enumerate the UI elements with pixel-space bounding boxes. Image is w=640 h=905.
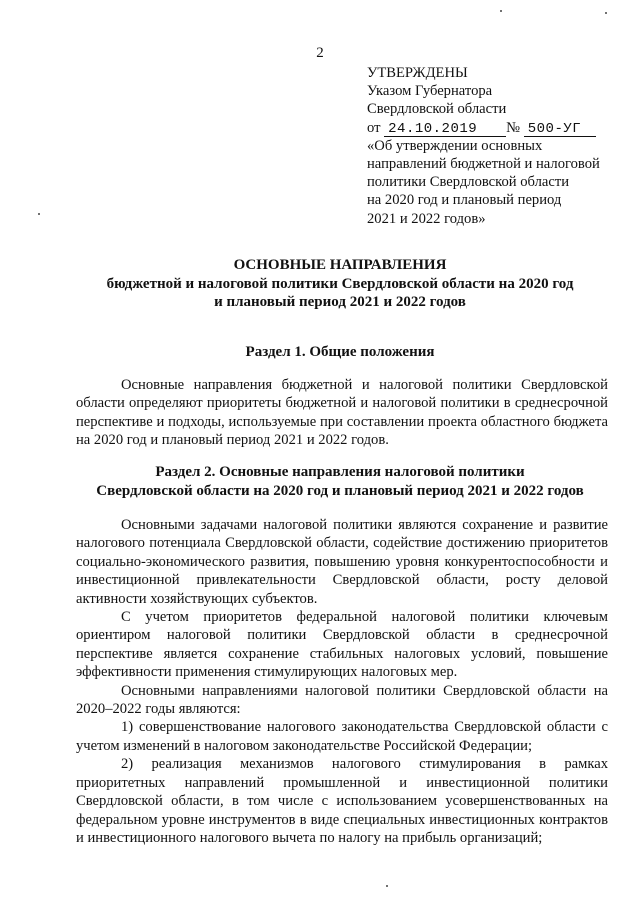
section-2-list-item: 2) реализация механизмов налогового стимулирования в рамках приоритетных направлений промышленной и инвестиционной политики Свердловской области, в том числе с использованием усовершенствованных на федеральном уровне инструментов в виде специальных инвестиционных контрактов и инвестиционного налогового вычета по налогу на прибыль организаций; xyxy=(76,756,608,846)
approval-date-line xyxy=(367,119,627,137)
section-2-body xyxy=(76,516,608,847)
scan-speck xyxy=(38,213,40,215)
approval-line-subject-1: «Об утверждении основных xyxy=(367,137,543,154)
approval-line-subject-3: политики Свердловской области xyxy=(367,174,570,191)
document-title xyxy=(40,256,640,312)
section-2-paragraph: С учетом приоритетов федеральной налоговой политики ключевым ориентиром налоговой политики Свердловской области в среднесрочной перспективе является сохранение стабильных налоговых условий, повышение эффективности применения стимулирующих налоговых мер. xyxy=(76,609,608,681)
scan-speck xyxy=(386,885,388,887)
approval-line-subject-2: направлений бюджетной и налоговой xyxy=(367,156,600,173)
section-2-list-item: 1) совершенствование налогового законодательства Свердловской области с учетом изменений в налоговом законодательстве Российской Федерации; xyxy=(76,719,608,754)
scan-speck xyxy=(605,12,607,14)
approval-line-subject-4: на 2020 год и плановый период xyxy=(367,192,562,209)
page-number: 2 xyxy=(316,45,324,61)
scan-speck xyxy=(500,10,502,12)
section-1-body xyxy=(76,376,608,450)
section-2-heading-line-2: Свердловской области на 2020 год и плановый период 2021 и 2022 годов xyxy=(96,482,584,499)
approval-line-subject-5: 2021 и 2022 годов» xyxy=(367,210,486,227)
approval-line-decree: Указом Губернатора xyxy=(367,83,493,100)
title-line-2: бюджетной и налоговой политики Свердловской области на 2020 год xyxy=(106,275,574,292)
decree-date: 24.10.2019 xyxy=(384,122,506,137)
date-prefix: от xyxy=(367,119,381,136)
title-line-3: и плановый период 2021 и 2022 годов xyxy=(214,294,466,311)
approval-block xyxy=(367,64,627,228)
section-2-heading-line-1: Раздел 2. Основные направления налоговой политики xyxy=(155,464,525,480)
section-2-paragraph: Основными задачами налоговой политики являются сохранение и развитие налогового потенциала Свердловской области, содействие достижению приоритетов социально-экономического развития, повышению уровня конкурентоспособности и инвестиционной привлекательности Свердловской области, росту деловой активности хозяйствующих субъектов. xyxy=(76,517,608,607)
approval-line-region: Свердловской области xyxy=(367,101,507,118)
number-prefix: № xyxy=(506,119,521,136)
section-2-paragraph: Основными направлениями налоговой политики Свердловской области на 2020–2022 годы являются: xyxy=(76,682,608,718)
approval-line-approved: УТВЕРЖДЕНЫ xyxy=(367,65,468,81)
decree-number: 500-УГ xyxy=(524,122,596,137)
section-1-paragraph: Основные направления бюджетной и налоговой политики Свердловской области определяют приоритеты бюджетной и налоговой политики в среднесрочной перспективе и подходы, используемые при составлении проекта областного бюджета на 2020 год и плановый период 2021 и 2022 годов. xyxy=(76,377,608,449)
title-line-1: ОСНОВНЫЕ НАПРАВЛЕНИЯ xyxy=(233,257,447,273)
section-2-heading xyxy=(40,463,640,500)
section-1-heading: Раздел 1. Общие положения xyxy=(245,344,435,360)
